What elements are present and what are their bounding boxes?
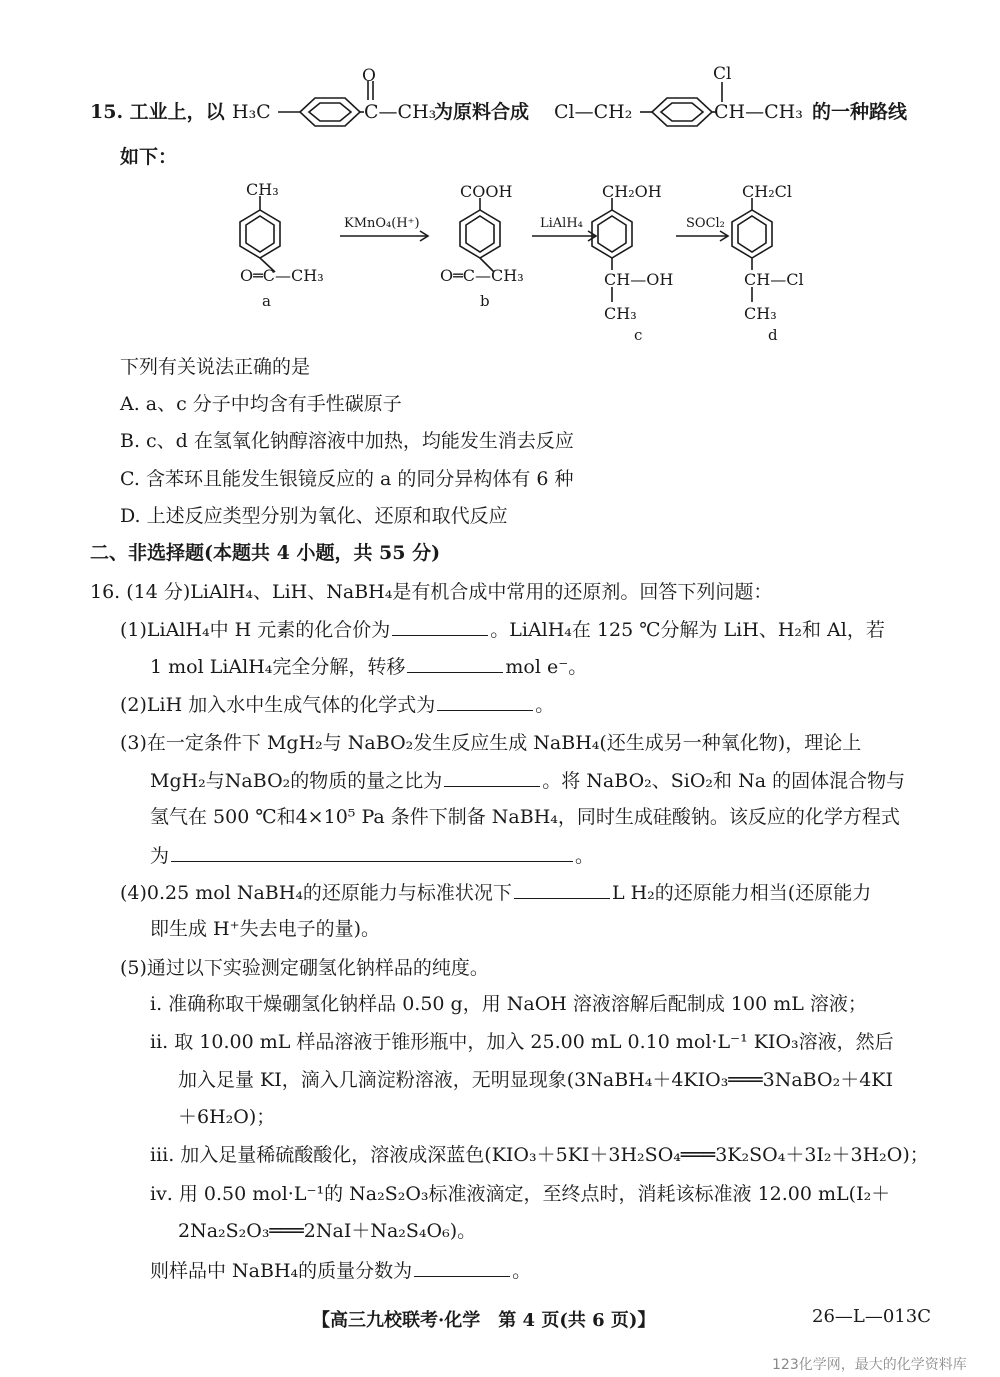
c-top: CH₂OH [602, 182, 662, 201]
answer-blank-5[interactable] [171, 841, 573, 862]
q15-start-right: C—CH₃ [364, 101, 437, 123]
q16-step-4-line1: ⅳ. 用 0.50 mol·L⁻¹的 Na₂S₂O₃标准液滴定，至终点时，消耗该标准液 12.00 mL(I₂＋ [150, 1183, 891, 1205]
q16-p3f: 。 [575, 845, 595, 867]
answer-blank-4[interactable] [444, 766, 540, 787]
q16-part1-line2 [150, 652, 587, 681]
q16-p4b: L H₂的还原能力相当(还原能力 [611, 882, 872, 904]
ring-b [460, 210, 500, 258]
q16-part4-line1 [120, 878, 871, 907]
q15-stem-a: 15. 工业上，以 [90, 101, 225, 123]
reagent-2: LiAlH₄ [540, 216, 583, 231]
a-bottom: O═C—CH₃ [240, 266, 324, 285]
q16-step-1: ⅰ. 准确称取干燥硼氢化钠样品 0.50 g，用 NaOH 溶液溶解后配制成 100 mL 溶液； [150, 993, 867, 1015]
q16-part3-line1: (3)在一定条件下 MgH₂与 NaBO₂发生反应生成 NaBH₄(还生成另一种氧化物)，理论上 [120, 732, 862, 754]
q16-p1c: 1 mol LiAlH₄完全分解，转移 [150, 656, 406, 678]
answer-blank-7[interactable] [414, 1256, 510, 1277]
ring-c [592, 210, 632, 258]
q16-p1b: 。LiAlH₄在 125 ℃分解为 LiH、H₂和 Al，若 [490, 619, 885, 641]
ring-d [732, 210, 772, 258]
b-top: COOH [460, 182, 513, 201]
q16-p2a: (2)LiH 加入水中生成气体的化学式为 [120, 694, 436, 716]
q16-part5: (5)通过以下实验测定硼氢化钠样品的纯度。 [120, 957, 489, 979]
q16-p2b: 。 [535, 694, 555, 716]
ring-a [240, 210, 280, 258]
q15-target-left: Cl—CH₂ [554, 101, 633, 123]
answer-blank-1[interactable] [392, 615, 488, 636]
d-bottom: CH₃ [744, 304, 777, 323]
footer-title: 【高三九校联考·化学 第 4 页(共 6 页)】 [312, 1310, 656, 1331]
c-bottom: CH₃ [604, 304, 637, 323]
answer-blank-3[interactable] [437, 690, 533, 711]
section-2-heading: 二、非选择题(本题共 4 小题，共 55 分) [90, 542, 441, 564]
b-label: b [480, 292, 490, 310]
structure-drawings [0, 0, 1000, 360]
q16-part2 [120, 690, 554, 719]
q16-p3c: 。将 NaBO₂、SiO₂和 Na 的固体混合物与 [542, 770, 906, 792]
q16-step-2-line1: ⅱ. 取 10.00 mL 样品溶液于锥形瓶中，加入 25.00 mL 0.10 mol·L⁻¹ KIO₃溶液，然后 [150, 1031, 894, 1053]
q16-p4a: (4)0.25 mol NaBH₄的还原能力与标准状况下 [120, 882, 512, 904]
q15-stem-c: 的一种路线 [812, 101, 908, 123]
q16-p5end-b: 。 [512, 1260, 532, 1282]
c-mid: CH—OH [604, 270, 674, 289]
q15-start-left: H₃C [232, 101, 271, 123]
q16-part5-answer [150, 1256, 531, 1285]
q16-part3-line3: 氢气在 500 ℃和4×10⁵ Pa 条件下制备 NaBH₄，同时生成硅酸钠。该反应的化学方程式 [150, 806, 900, 828]
d-top: CH₂Cl [742, 182, 792, 201]
q15-stem-d: 如下： [120, 146, 178, 168]
q16-p1a: (1)LiAlH₄中 H 元素的化合价为 [120, 619, 391, 641]
q15-option-a: A. a、c 分子中均含有手性碳原子 [120, 393, 402, 415]
q15-target-cl: Cl [713, 64, 732, 84]
q16-part4-line2: 即生成 H⁺失去电子的量)。 [150, 918, 381, 940]
q16-step-4-line2: 2Na₂S₂O₃═══2NaI＋Na₂S₄O₆)。 [178, 1220, 477, 1242]
q15-option-b: B. c、d 在氢氧化钠醇溶液中加热，均能发生消去反应 [120, 430, 574, 452]
q16-step-3: ⅲ. 加入足量稀硫酸酸化，溶液成深蓝色(KIO₃＋5KI＋3H₂SO₄═══3K₂SO₄＋3I₂＋3H₂O)； [150, 1144, 929, 1166]
reagent-1: KMnO₄(H⁺) [344, 216, 420, 231]
b-bottom: O═C—CH₃ [440, 266, 524, 285]
q16-part3-line2 [150, 766, 905, 795]
c-label: c [634, 326, 643, 344]
answer-blank-6[interactable] [514, 878, 610, 899]
footer-code: 26—L—013C [812, 1306, 931, 1327]
watermark: 123化学网，最大的化学资料库 [772, 1357, 967, 1373]
q16-p1d: mol e⁻。 [505, 656, 588, 678]
d-mid: CH—Cl [744, 270, 804, 289]
q15-option-c: C. 含苯环且能发生银镜反应的 a 的同分异构体有 6 种 [120, 468, 574, 490]
q16-p3b: MgH₂与NaBO₂的物质的量之比为 [150, 770, 443, 792]
q16-p3e: 为 [150, 845, 170, 867]
q15-option-d: D. 上述反应类型分别为氧化、还原和取代反应 [120, 505, 508, 527]
answer-blank-2[interactable] [407, 652, 503, 673]
d-label: d [768, 326, 778, 344]
target-benzene-ring [652, 98, 712, 126]
q15-start-o: O [362, 66, 376, 86]
q16-stem: 16. (14 分)LiAlH₄、LiH、NaBH₄是有机合成中常用的还原剂。回答下列问题： [90, 581, 773, 603]
q16-step-2-line2: 加入足量 KI，滴入几滴淀粉溶液，无明显现象(3NaBH₄＋4KIO₃═══3NaBO₂＋4KI [178, 1069, 893, 1091]
q15-stem-b: 为原料合成 [434, 101, 530, 123]
q15-target-right: CH—CH₃ [714, 101, 803, 123]
a-top: CH₃ [246, 180, 279, 199]
q16-p5end-a: 则样品中 NaBH₄的质量分数为 [150, 1260, 413, 1282]
reagent-3: SOCl₂ [686, 216, 725, 231]
q16-step-2-line3: ＋6H₂O)； [178, 1106, 276, 1128]
start-benzene-ring [300, 98, 360, 126]
a-label: a [262, 292, 271, 310]
q16-part1-line1 [120, 615, 885, 644]
q16-part3-line4 [150, 841, 594, 870]
q15-prompt: 下列有关说法正确的是 [120, 356, 311, 378]
